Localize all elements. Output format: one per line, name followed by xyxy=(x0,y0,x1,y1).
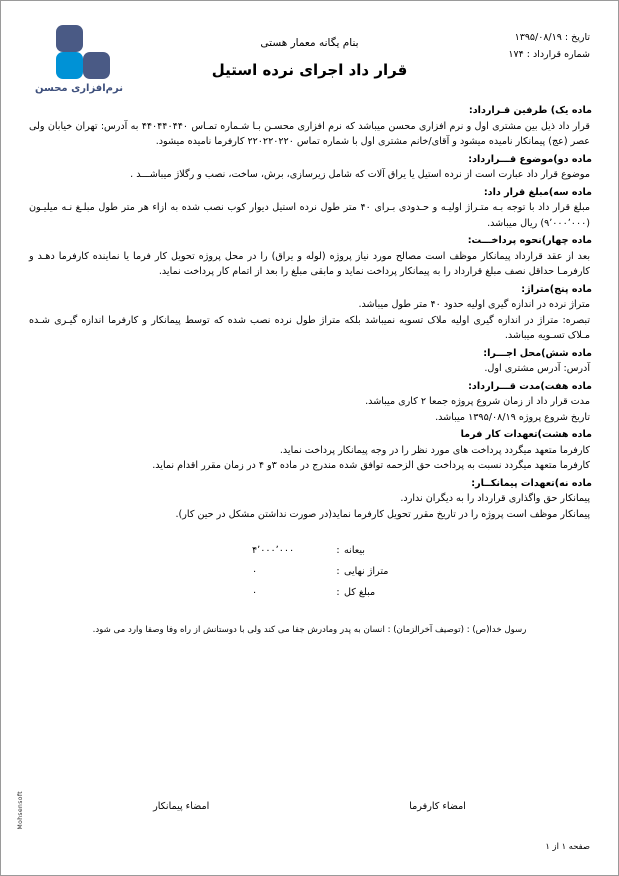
watermark-text: Mohsensoft xyxy=(17,791,24,830)
totals-row xyxy=(27,561,592,582)
meta-date xyxy=(508,29,590,46)
meta-contract-number-label: شماره قرارداد : xyxy=(526,49,590,60)
clause-body: مدت قرار داد از زمان شروع پروژه جمعا ۲ کاری میباشد. xyxy=(365,396,590,407)
document-header xyxy=(27,23,592,97)
clause-body: موضوع قرار داد عبارت است از نرده استیل یا یراق آلات که شامل زیرسازی، برش، ساخت، نصب و رگلاژ میباشـــد . xyxy=(130,169,590,180)
page-inner xyxy=(1,1,618,875)
signature-contractor: امضاء پیمانکار xyxy=(153,801,210,812)
clause-title: ماده سه)مبلغ قرار داد: xyxy=(483,186,592,198)
clause-title: ماده نه)تعهدات پیمانکــار: xyxy=(471,477,592,489)
meta-contract-number-value: ۱۷۴ xyxy=(508,49,524,60)
hadith-quote: رسول خدا(ص) : (توصیف آخرالزمان) : انسان به پدر ومادرش جفا می کند ولی با دوستانش از راه وفا وصفا وارد می شود. xyxy=(92,625,527,635)
page-number: صفحه ۱ از ۱ xyxy=(545,841,590,851)
clause-body: بعد از عقد قرارداد پیمانکار موظف است مصالح مورد نیاز پروژه (لوله و یراق) را در محل پروژه تحویل کار فرما یا نماینده کارفرما دهـد و کارفرمـا حداقل نصف مبلغ قرارداد را به پیمانکار پرداخت نماید و مابقی مبلغ را بعد از اتمام کار پرداخت نماید. xyxy=(29,250,590,277)
clause-title: ماده هشت)تعهدات کار فرما xyxy=(460,429,592,440)
totals-colon: : xyxy=(336,566,340,577)
meta-date-value: ۱۳۹۵/۰۸/۱۹ xyxy=(514,32,562,43)
contract-clauses xyxy=(27,103,592,522)
totals-row xyxy=(27,540,592,561)
clause-body: قرار داد ذیل بین مشتری اول و نرم افزاری محسن میباشد که نرم افزاری محسـن بـا شـماره تمـاس ۴۴۰۴۴۰۴۴۰ به آدرس: تهران خیابان ولی عصر (عج) پیمانکار نامیده میشود و آقای/خانم مشتری اول با شماره تماس ۲۲۰۲۲۰۲۲۰ کارفرما نامیده میشود. xyxy=(29,120,590,147)
clause-body: پیمانکار حق واگذاری قرارداد را به دیگران ندارد. xyxy=(400,493,590,504)
clause-title: ماده پنج)متراژ: xyxy=(521,283,592,295)
totals-value: ۰ xyxy=(252,587,258,598)
bismillah-line: بنام یگانه معمار هستی xyxy=(260,37,359,49)
totals-summary xyxy=(27,540,592,603)
totals-label: بیعانه xyxy=(344,545,365,556)
document-meta xyxy=(508,29,590,63)
clause-body: کارفرما متعهد میگردد پرداخت های مورد نظر را در وجه پیمانکار پرداخت نماید. xyxy=(279,444,590,456)
totals-colon: : xyxy=(336,545,340,556)
clause-title: ماده هفت)مدت قـــرارداد: xyxy=(468,380,592,392)
clause-body: تبصره: متراژ در اندازه گیری اولیه ملاک تسویه نمیباشد بلکه متراژ طول نرده نصب شده که توسط پیمانکار و کارفرما اندازه گیـری شـده مـلاک تسـویه میباشد. xyxy=(29,314,590,341)
clause-body: متراژ نرده در اندازه گیری اولیه حدود ۴۰ متر طول میباشد. xyxy=(358,299,590,310)
clause-body: تاریخ شروع پروژه ۱۳۹۵/۰۸/۱۹ میباشد. xyxy=(435,411,590,423)
logo-text: نرم‌افزاری محسن xyxy=(35,83,123,94)
totals-value: ۴٬۰۰۰٬۰۰۰ xyxy=(252,545,295,556)
clause-body: مبلغ قرار داد با توجه بـه متـراژ اولیـه و حـدودی بـرای ۴۰ متر طول نرده استیل دیوار کوب نصب شده به ازاء هر متر طول مبلـغ نـه میلیـون (۹٬۰۰۰٬۰۰۰) ریال میباشد. xyxy=(29,202,590,229)
signature-row xyxy=(27,801,592,812)
totals-value: ۰ xyxy=(252,566,258,577)
page-title: قرار داد اجرای نرده استیل xyxy=(211,61,408,79)
clause-body: کارفرما متعهد میگردد نسبت به پرداخت حق الزحمه توافق شده مندرج در ماده ۳و ۴ در زمان مقرر اقدام نماید. xyxy=(152,460,590,471)
clause-title: ماده یک) طرفین قـرارداد: xyxy=(468,105,592,116)
totals-label: متراژ نهایی xyxy=(344,566,389,577)
clause-title: ماده شش)محل اجـــرا: xyxy=(483,347,592,359)
company-logo xyxy=(31,25,127,94)
signature-employer: امضاء کارفرما xyxy=(409,801,466,812)
meta-date-label: تاریخ : xyxy=(564,32,590,43)
totals-colon: : xyxy=(336,587,340,598)
clause-title: ماده چهار)نحوه پرداخـــت: xyxy=(467,235,592,246)
totals-label: مبلغ کل xyxy=(344,587,376,598)
clause-title: ماده دو)موضوع قـــرارداد: xyxy=(468,153,592,165)
clause-body: آدرس: آدرس مشتری اول. xyxy=(484,363,590,374)
clause-body: پیمانکار موظف است پروژه را در تاریخ مقرر تحویل کارفرما نماید(در صورت نداشتن مشکل در حین کار). xyxy=(175,508,590,520)
totals-row xyxy=(27,582,592,603)
